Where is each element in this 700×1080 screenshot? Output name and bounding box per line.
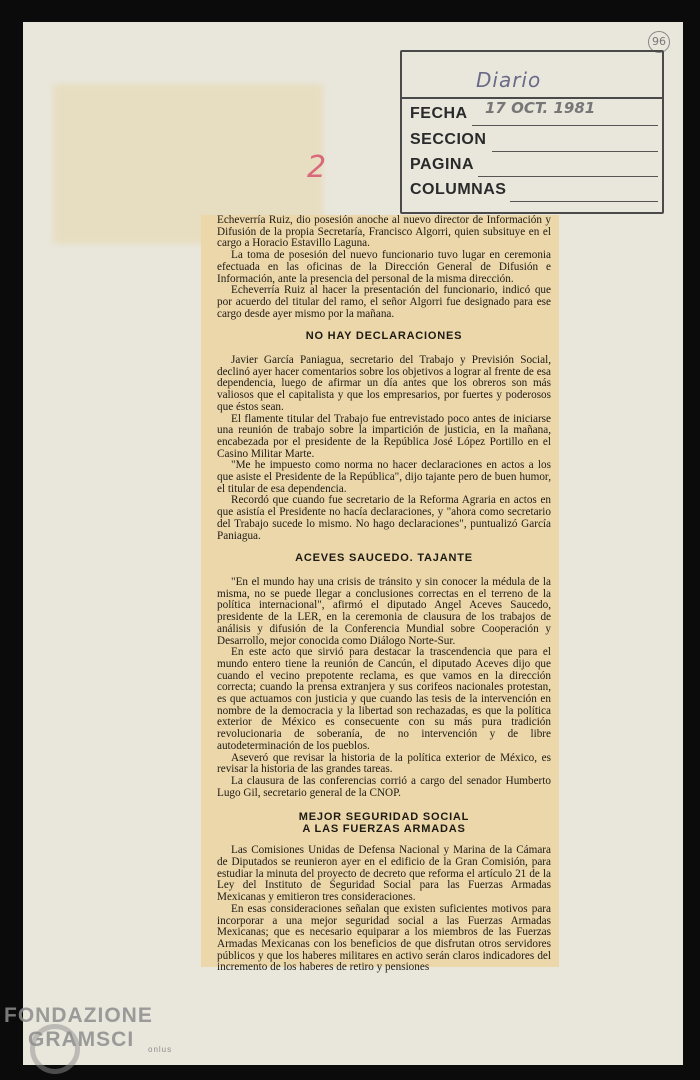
fecha-handwritten-value: 17 OCT. 1981 <box>485 99 596 117</box>
section1-paragraph: "Me he impuesto como norma no hacer declaraciones en actos a los que asiste el Presidente de la República", dijo tajante pero de buen humor, el titular de esa dependencia. <box>217 459 551 495</box>
section2-paragraph: En este acto que sirvió para destacar la trascendencia que para el mundo entero tiene la reunión de Cancún, el diputado Aceves dijo que cuando el vecino prepotente reclama, es que vamos en la dirección correcta; cuando la prensa extranjera y sus corifeos nacionales protestan, es que actuamos con justicia y que cuando las tesis de la intervención en nombre de la democracia y la libertad son rechazadas, es que la política exterior de México es consecuente con su más pura tradición revolucionaria de soberanía, de no intervención y de libre autodeterminación de los pueblos. <box>217 646 551 752</box>
section1-paragraph: Recordó que cuando fue secretario de la Reforma Agraria en actos en que asistía el Presidente no hacía declaraciones, y "ahora como secretario del Trabajo sucede lo mismo. No hago declaraciones", puntualizó García Paniagua. <box>217 494 551 542</box>
heading3-line2: A LAS FUERZAS ARMADAS <box>302 823 466 836</box>
section2-paragraph: Aseveró que revisar la historia de la política exterior de México, es revisar la historia de las grandes tareas. <box>217 751 551 776</box>
pagina-line <box>478 176 658 177</box>
stamp-row-seccion <box>410 131 658 156</box>
newspaper-clipping <box>201 214 559 974</box>
columnas-line <box>510 201 658 202</box>
section1-paragraph: El flamente titular del Trabajo fue entrevistado poco antes de iniciarse una reunión de trabajo sobre la impartición de justicia, en la mañana, encabezada por el presidente de la República José López Portillo en el Casino Militar Marte. <box>217 412 551 460</box>
section3-paragraph: Las Comisiones Unidas de Defensa Nacional y Marina de la Cámara de Diputados se reunieron ayer en el edificio de la Gran Comisión, para estudiar la minuta del proyecto de decreto que reforma el artículo 21 de la Ley del Instituto de Seguridad Social para las Fuerzas Armadas Mexicanas y emitieron tres consideraciones. <box>217 844 551 904</box>
archive-sheet <box>23 22 683 1065</box>
handwritten-newspaper: Diario <box>476 68 542 92</box>
section3-paragraph: En esas consideraciones señalan que existen suficientes motivos para incorporar a una mejor seguridad social a las Fuerzas Armadas Mexicanas; que es necesario equiparar a los miembros de las Fuerzas Armadas Mexicanas con los beneficios de que disfrutan otros servidores públicos y que los haberes militares en activo serán claros indicadores del incremento de los haberes de retiro y pensiones <box>217 902 551 974</box>
intro-paragraph: Echeverría Ruiz al hacer la presentación del funcionario, indicó que por acuerdo del titular del ramo, el señor Algorri fue designado para ese cargo desde ayer mismo por la mañana. <box>217 284 551 320</box>
section1-paragraph: Javier García Paniagua, secretario del Trabajo y Previsión Social, declinó ayer hacer comentarios sobre los objetivos a lograr al frente de esa dependencia, luego de afirmar un día antes que los obreros son más valiosos que el capitalista y que los empresarios, por fuertes y poderosos que éstos sean. <box>217 354 551 413</box>
stamp-row-columnas <box>410 181 658 206</box>
pagina-label: PAGINA <box>410 156 475 173</box>
fecha-label: FECHA <box>410 105 468 122</box>
seccion-label: SECCION <box>410 131 487 148</box>
intro-paragraph: La toma de posesión del nuevo funcionario tuvo lugar en ceremonia efectuada en las oficinas de la Dirección General de Difusión e Información, ante la presencia del personal de la misma dirección. <box>217 249 551 285</box>
heading-no-hay-declaraciones: NO HAY DECLARACIONES <box>305 330 463 343</box>
intro-paragraph: Echeverría Ruiz, dio posesión anoche al nuevo director de Información y Difusión de la propia Secretaría, Francisco Algorri, quien subsituye en el cargo a Horacio Estavillo Laguna. <box>217 214 551 250</box>
heading-mejor-seguridad-social <box>217 811 551 835</box>
stamp-header <box>402 52 662 99</box>
heading-aceves-saucedo: ACEVES SAUCEDO. TAJANTE <box>295 552 473 565</box>
stamp-row-pagina <box>410 156 658 181</box>
heading3-line1: MEJOR SEGURIDAD SOCIAL <box>298 811 470 824</box>
watermark-line2: GRAMSCI <box>28 1028 135 1051</box>
section2-paragraph: "En el mundo hay una crisis de tránsito y sin conocer la médula de la misma, no se puede llegar a conclusiones correctas en el terreno de la política internacional", afirmó el diputado Angel Aceves Saucedo, presidente de la LER, en la ceremonia de clausura de los trabajos de análisis y difusión de la Conferencia Mundial sobre Cooperación y Desarrollo, mejor conocida como Diálogo Norte-Sur. <box>217 575 551 647</box>
columnas-label: COLUMNAS <box>410 181 507 198</box>
fecha-line <box>472 125 658 126</box>
section2-paragraph: La clausura de las conferencias corrió a cargo del senador Humberto Lugo Gil, secretario general de la CNOP. <box>217 774 551 799</box>
stamp-row-fecha <box>410 99 658 130</box>
watermark-line1: FONDAZIONE <box>4 1004 153 1027</box>
archive-page-number: 96 <box>648 31 670 53</box>
watermark-onlus: onlus <box>148 1045 173 1054</box>
archive-stamp <box>400 50 664 214</box>
handwritten-number: 2 <box>307 150 327 185</box>
seccion-line <box>492 151 658 152</box>
